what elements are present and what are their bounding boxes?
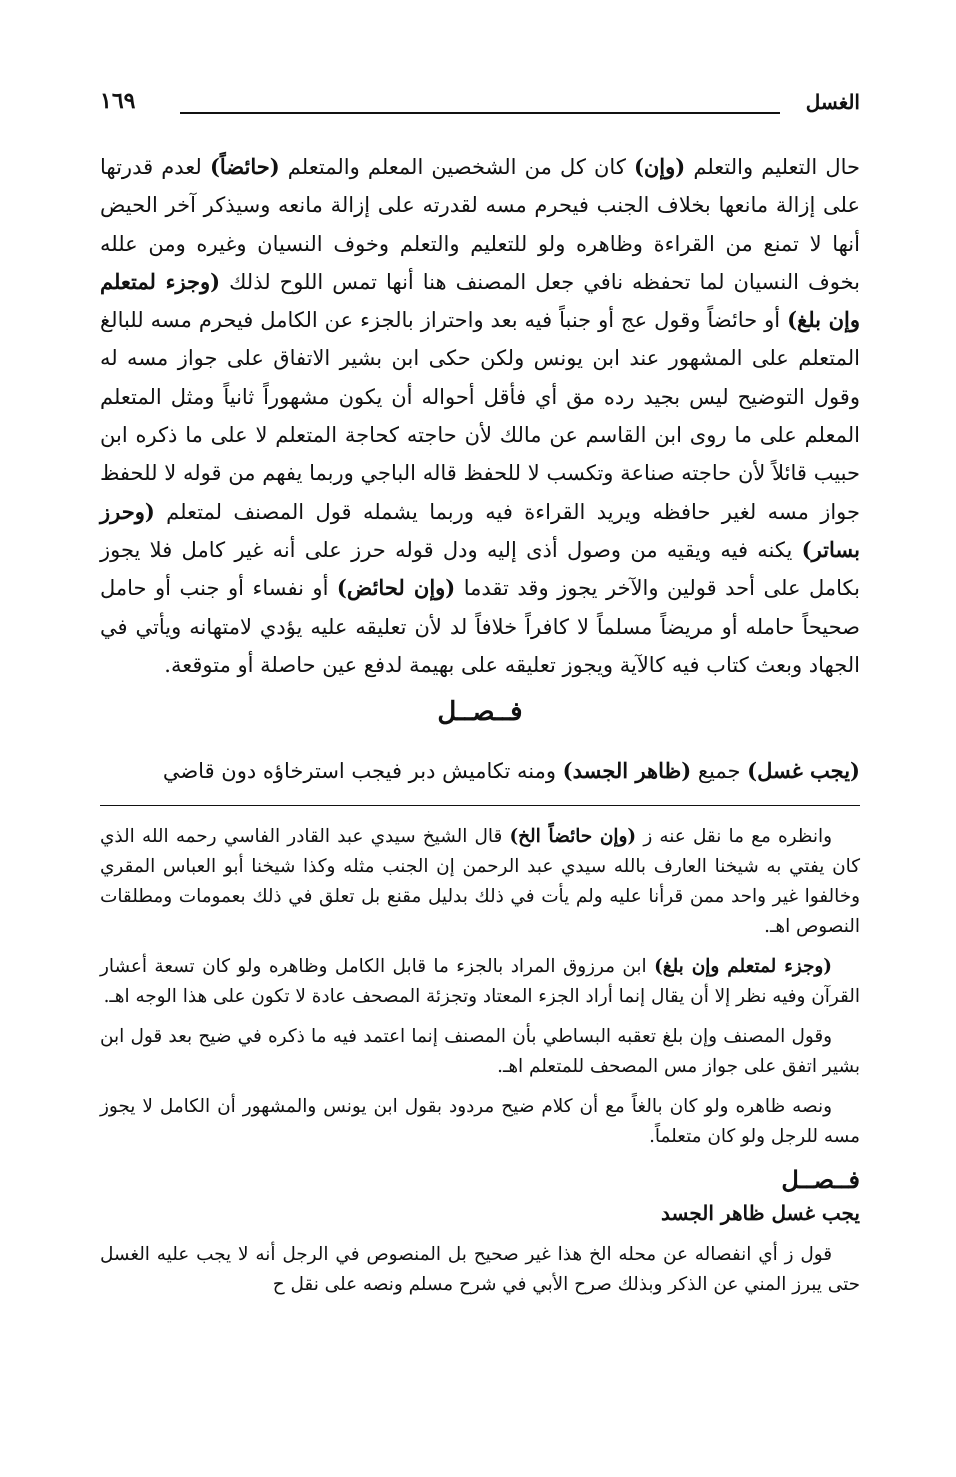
footnote-paragraph <box>100 952 860 1012</box>
footnotes-block <box>100 822 860 1310</box>
footnote-paragraph: ونصه ظاهره ولو كان بالغاً مع أن كلام ضيح مردود بقول ابن يونس والمشهور أن الكامل لا يجوز مسه للرجل ولو كان متعلماً. <box>100 1096 860 1147</box>
matn-quote: (حائضاً) <box>209 154 280 179</box>
text-segment: حال التعليم والتعلم <box>685 155 861 179</box>
text-segment: كان كل من الشخصين المعلم والمتعلم <box>279 155 634 179</box>
section-first-line <box>100 753 860 789</box>
main-text-block <box>100 148 860 684</box>
chapter-title: الغسل <box>805 90 860 114</box>
footnote-paragraph: قول ز أي انفصاله عن محله الخ هذا غير صحيح بل المنصوص في الرجل أنه لا يجب عليه الغسل حتى يبرز المني عن الذكر وبذلك صرح الأبي في شرح مسلم ونصه على نقل ح <box>100 1244 860 1295</box>
matn-quote: (وإن) <box>633 154 686 179</box>
footnote-subheading: يجب غسل ظاهر الجسد <box>661 1201 860 1225</box>
footnote-paragraph: وقول المصنف وإن بلغ تعقبه البساطي بأن المصنف إنما اعتمد فيه ما ذكره في ضيح بعد قول ابن بشير اتفق على جواز مس المصحف للمتعلم اهـ. <box>100 1026 860 1077</box>
footnote-section-heading: فــصــل <box>781 1165 860 1194</box>
text-segment: أو حائضاً وقول عج أو جنباً فيه بعد واحتراز بالجزء عن الكامل فيحرم مسه للبالغ المتعلم على المشهور عند ابن يونس ولكن حكى ابن بشير الاتفاق على جواز مسه له وقول التوضيح ليس بجيد رده مق أي فأقل أحواله أن يكون مشهوراً ثانياً ومثل المتعلم المعلم على ما روى ابن القاسم عن مالك لأن حاجته كحاجة المتعلم لا على ما ذكره ابن حبيب قائلاً لأن حاجته صناعة وتكسب لا للحفظ قاله الباجي وربما يفهم من قوله لا للحفظ جواز مسه لغير حافظه ويريد القراءة فيه وربما يشمله قول المصنف لمتعلم <box>100 308 860 524</box>
text-segment: ومنه تكاميش دبر فيجب استرخاؤه دون قاضي <box>162 759 563 783</box>
text-segment: جميع <box>691 759 748 783</box>
matn-quote: (ظاهر الجسد) <box>562 758 692 783</box>
matn-quote: (وجزء لمتعلم وإن بلغ) <box>100 268 860 333</box>
matn-quote: (وجزء لمتعلم وإن بلغ) <box>654 956 832 977</box>
matn-quote: (وإن حائضاً الخ) <box>509 826 637 847</box>
header-rule <box>180 112 780 114</box>
text-segment: يكنه فيه ويقيه من وصول أذى إليه ودل قوله حرز على أنه غير كامل فلا يجوز بكامل على أحد قولين والآخر يجوز وقد تقدما <box>100 537 860 601</box>
matn-quote: (يجب غسل) <box>747 758 860 783</box>
text-segment: وانظره مع ما نقل عنه ز <box>636 826 832 847</box>
text-segment: لعدم قدرتها على إزالة مانعها بخلاف الجنب فيحرم مسه لقدرته على إزالة مانعه وسيذكر آخر الحيض أنها لا تمنع من القراءة وظاهره ولو للتعليم والتعلم وخوف النسيان وغيره ومن علله بخوف النسيان لما تحفظه نافي جعل المصنف هنا أنها تمس اللوح لذلك <box>100 155 860 294</box>
footnote-paragraph <box>100 822 860 942</box>
page-number: ١٦٩ <box>100 88 136 114</box>
matn-quote: (وإن لحائض) <box>336 575 456 601</box>
running-header <box>100 88 860 128</box>
text-segment: قال الشيخ سيدي عبد القادر الفاسي رحمه الله الذي كان يفتي به شيخنا العارف بالله سيدي عبد الرحمن إن الجنب مثله وكذا شيخنا أبو العباس المقري وخالفوا غير واحد ممن قرأنا عليه ولم يأت في ذلك بدليل مقنع بل تعلق في ذلك بعمومات ومطلقات النصوص اهـ. <box>100 826 860 937</box>
text-segment: ابن مرزوق المراد بالجزء ما قابل الكامل وظاهره ولو كان تسعة أعشار القرآن وفيه نظر إلا أن يقال إنما أراد الجزء المعتاد وتجزئة المصحف عادة لا تكون على هذا الوجه اهـ. <box>100 956 860 1007</box>
matn-quote: (وحرز بساتر) <box>100 498 860 562</box>
text-segment: أو نفساء أو جنب أو حامل صحيحاً حامله أو مريضاً مسلماً لا كافراً خلافاً لد لأن تعليقه عليه يؤدي لامتهانه ويأتي في الجهاد وبعث كتاب فيه كالآية ويجوز تعليقه على بهيمة لدفع عين حاصلة أو متوقعة. <box>100 576 860 677</box>
footnote-separator <box>100 805 860 806</box>
section-heading: فــصــل <box>437 697 523 727</box>
